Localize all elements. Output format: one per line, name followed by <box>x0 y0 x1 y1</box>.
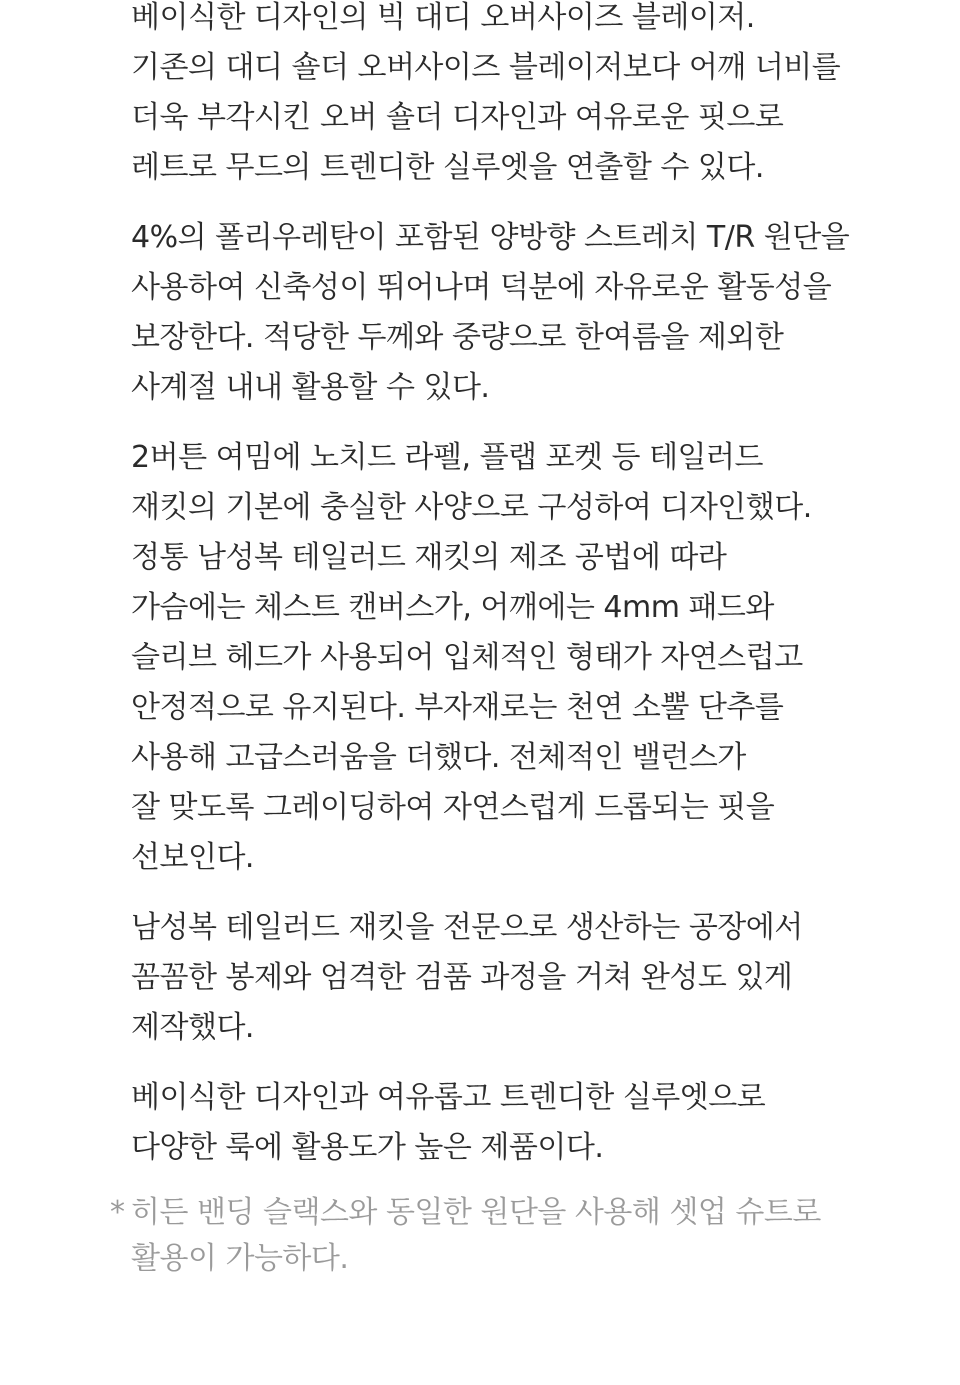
description-line: 보장한다. 적당한 두께와 중량으로 한여름을 제외한 <box>131 320 784 355</box>
description-line: 다양한 룩에 활용도가 높은 제품이다. <box>131 1130 604 1165</box>
description-line: 기존의 대디 숄더 오버사이즈 블레이저보다 어깨 너비를 <box>131 50 841 85</box>
product-description <box>131 0 891 1173</box>
note-line: 히든 밴딩 슬랙스와 동일한 원단을 사용해 셋업 슈트로 <box>131 1195 821 1230</box>
description-paragraph-summary <box>131 1073 891 1173</box>
description-line: 정통 남성복 테일러드 재킷의 제조 공법에 따라 <box>131 540 727 575</box>
description-line: 가슴에는 체스트 캔버스가, 어깨에는 4mm 패드와 <box>131 590 774 625</box>
description-line: 4%의 폴리우레탄이 포함된 양방향 스트레치 T/R 원단을 <box>131 220 850 255</box>
note-asterisk: * <box>110 1195 125 1230</box>
description-paragraph-construction <box>131 433 891 883</box>
description-line: 제작했다. <box>131 1010 254 1045</box>
description-line: 사용해 고급스러움을 더했다. 전체적인 밸런스가 <box>131 740 746 775</box>
description-line: 2버튼 여밈에 노치드 라펠, 플랩 포켓 등 테일러드 <box>131 440 763 475</box>
description-paragraph-design <box>131 0 891 193</box>
description-paragraph-manufacturing <box>131 903 891 1053</box>
note-body <box>131 1190 821 1282</box>
description-line: 베이식한 디자인의 빅 대디 오버사이즈 블레이저. <box>131 0 755 35</box>
description-line: 사계절 내내 활용할 수 있다. <box>131 370 490 405</box>
description-line: 베이식한 디자인과 여유롭고 트렌디한 실루엣으로 <box>131 1080 766 1115</box>
note-line: 활용이 가능하다. <box>131 1241 349 1276</box>
setup-note <box>110 1190 821 1282</box>
description-line: 안정적으로 유지된다. 부자재로는 천연 소뿔 단추를 <box>131 690 784 725</box>
description-line: 슬리브 헤드가 사용되어 입체적인 형태가 자연스럽고 <box>131 640 803 675</box>
description-line: 남성복 테일러드 재킷을 전문으로 생산하는 공장에서 <box>131 910 803 945</box>
description-line: 사용하여 신축성이 뛰어나며 덕분에 자유로운 활동성을 <box>131 270 832 305</box>
description-line: 잘 맞도록 그레이딩하여 자연스럽게 드롭되는 핏을 <box>131 790 775 825</box>
description-paragraph-fabric <box>131 213 891 413</box>
description-line: 레트로 무드의 트렌디한 실루엣을 연출할 수 있다. <box>131 150 764 185</box>
description-line: 더욱 부각시킨 오버 숄더 디자인과 여유로운 핏으로 <box>131 100 784 135</box>
description-line: 재킷의 기본에 충실한 사양으로 구성하여 디자인했다. <box>131 490 812 525</box>
description-line: 선보인다. <box>131 840 254 875</box>
description-line: 꼼꼼한 봉제와 엄격한 검품 과정을 거쳐 완성도 있게 <box>131 960 793 995</box>
